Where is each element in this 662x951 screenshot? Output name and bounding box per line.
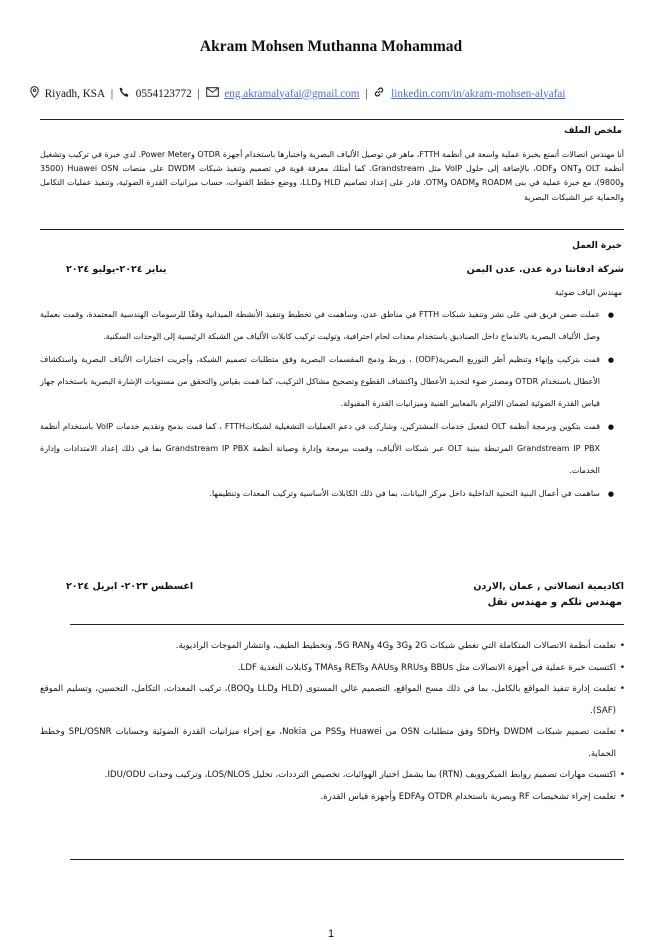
divider xyxy=(40,119,624,120)
divider xyxy=(70,859,624,860)
list-item: • تعلمت إجراء تشخيصات RF وبصرية باستخدام OTDR وEDFA وأجهزة قياس القدرة. xyxy=(40,787,616,809)
phone-icon xyxy=(119,87,130,101)
job-company: شركة ادفانتا درة عدن. عدن اليمن xyxy=(466,264,624,275)
contact-line xyxy=(30,86,645,102)
phone-text: 0554123772 xyxy=(135,87,192,100)
list-item: ● ساهمت في أعمال البنية التحتية الداخلية داخل مركز البيانات، بما في ذلك الكابلات الأساسية وتركيب المعدات وتنظيمها. xyxy=(40,483,600,505)
job-header xyxy=(40,264,624,280)
separator: | xyxy=(365,87,368,100)
job-company: اكاديمية اتصالاتي , عمان ,الاردن xyxy=(473,581,624,592)
job-dates: يناير ٢٠٢٤-يوليو ٢٠٢٤ xyxy=(66,264,167,275)
list-item: ● عملت ضمن فريق فني على نشر وتنفيذ شبكات FTTH في مناطق عدن، وساهمت في تخطيط وتنفيذ الأنشطة الميدانية وفقًا للرسومات الهندسية المعتمدة، وقمت بعملية وصل الألياف البصرية بالاندماج داخل الصناديق باستخدام معدات لحام احترافية، وتوليت تركيب كابلات الألياف من الشبكة الرئيسية إلى الوحدات السكنية. xyxy=(40,304,600,348)
list-item: • تعلمت أنظمة الاتصالات المتكاملة التي تغطي شبكات 2G و3G و4G و5G RAN، وتخطيط الطيف، وانتشار الموجات الراديوية. xyxy=(40,636,616,658)
link-icon xyxy=(373,86,385,101)
email-link[interactable]: eng.akramalyafai@gmail.com xyxy=(224,87,360,100)
list-item: • اكتسبت خبرة عملية في أجهزة الاتصالات مثل BBUs وRRUs وAAUs وRETs وTMAs وكابلات التغذية LDF. xyxy=(40,658,616,680)
job-bullets xyxy=(40,636,628,808)
job-dates: اغسطس ٢٠٢٣- ابريل ٢٠٢٤ xyxy=(66,581,194,592)
location-pin-icon xyxy=(30,86,39,101)
mail-icon xyxy=(206,87,219,100)
job-role: مهندس الياف ضوئية xyxy=(554,288,622,297)
list-item: • اكتسبت مهارات تصميم روابط الميكروويف (RTN) بما يشمل اختيار الهوائيات، تخصيص الترددات، تحليل LOS/NLOS، وتركيب وحدات IDU/ODU. xyxy=(40,765,616,787)
list-item: ● قمت بتركيب وإنهاء وتنظيم أطر التوزيع البصرية(ODF) ، وربط ودمج المقسمات البصرية وفق متطلبات تصميم الشبكة، وأجريت اختبارات الألياف البصرية واستكشاف الأعطال باستخدام OTDR ومصدر ضوء لتحديد الأعطال واكتشاف القطوع وتصحيح مشاكل التركيب، كما قمت بقياس والتحقق من مستويات الإشارة البصرية باستخدام جهاز قياس القدرة الضوئية لضمان الالتزام بالمعايير الفنية وميزانيات القدرة المقبولة. xyxy=(40,349,600,415)
divider xyxy=(70,624,624,625)
experience-title: خبرة العمل xyxy=(572,241,622,251)
job-role: مهندس تلكم و مهندس نقل xyxy=(487,597,622,608)
job-bullets xyxy=(40,304,618,506)
list-item: ● قمت بتكوين وبرمجة أنظمة OLT لتفعيل خدمات المشتركين، وشاركت في دعم العمليات التشغيلية لشبكاتFTTH ، كما قمت بدمج وتقديم خدمات VoIP باستخدام أنظمة Grandstream IP PBX المرتبطة ببنية OLT عبر شبكات الألياف، وقمت ببرمجة وإدارة وصيانة أنظمة Grandstream IP PBX بما في ذلك إعداد الامتدادات وإدارة الخدمات. xyxy=(40,416,600,482)
separator: | xyxy=(110,87,114,100)
page-number: 1 xyxy=(327,928,335,940)
job-header xyxy=(40,581,624,597)
divider xyxy=(40,229,624,230)
separator: | xyxy=(197,87,200,100)
location-text: Riyadh, KSA xyxy=(44,87,106,100)
list-item: • تعلمت تصميم شبكات DWDM وSDH وفق متطلبات OSN من Huawei وPSS من Nokia، مع إجراء ميزانيات القدرة الضوئية وحسابات SPL/OSNR وخطط الحماية. xyxy=(40,722,616,765)
list-item: • تعلمت إدارة تنفيذ المواقع بالكامل، بما في ذلك مسح المواقع، التصميم عالي المستوى (HLD وLLD وBOQ)، تركيب المعدات، التكامل، التحسين، وتسليم الموقع (SAF). xyxy=(40,679,616,722)
summary-title: ملخص الملف xyxy=(563,126,622,136)
candidate-name: Akram Mohsen Muthanna Mohammad xyxy=(199,38,463,55)
summary-text: أنا مهندس اتصالات أتمتع بخبرة عملية واسعة في أنظمة FTTH، ماهر في توصيل الألياف البصرية واختبارها باستخدام أجهزة OTDR وPower Meter. لدي خبرة في تركيب وتشغيل أنظمة OLT وONT وODF، بالإضافة إلى حلول VoIP مثل Grandstream. كما أمتلك معرفة قوية في تصميم وتنفيذ شبكات DWDM على منصات Huawei OSN (3500 و9800)، مع خبرة عملية في بنى ROADM وOADM وOTM. قادر على إعداد تصاميم HLD وLLD، ووضع خطط القنوات، حساب ميزانيات القدرة الضوئية، وتنفيذ عمليات التكامل والحماية عبر الشبكات البصرية xyxy=(40,150,625,202)
linkedin-link[interactable]: linkedin.com/in/akram-mohsen-alyafai xyxy=(391,87,566,100)
